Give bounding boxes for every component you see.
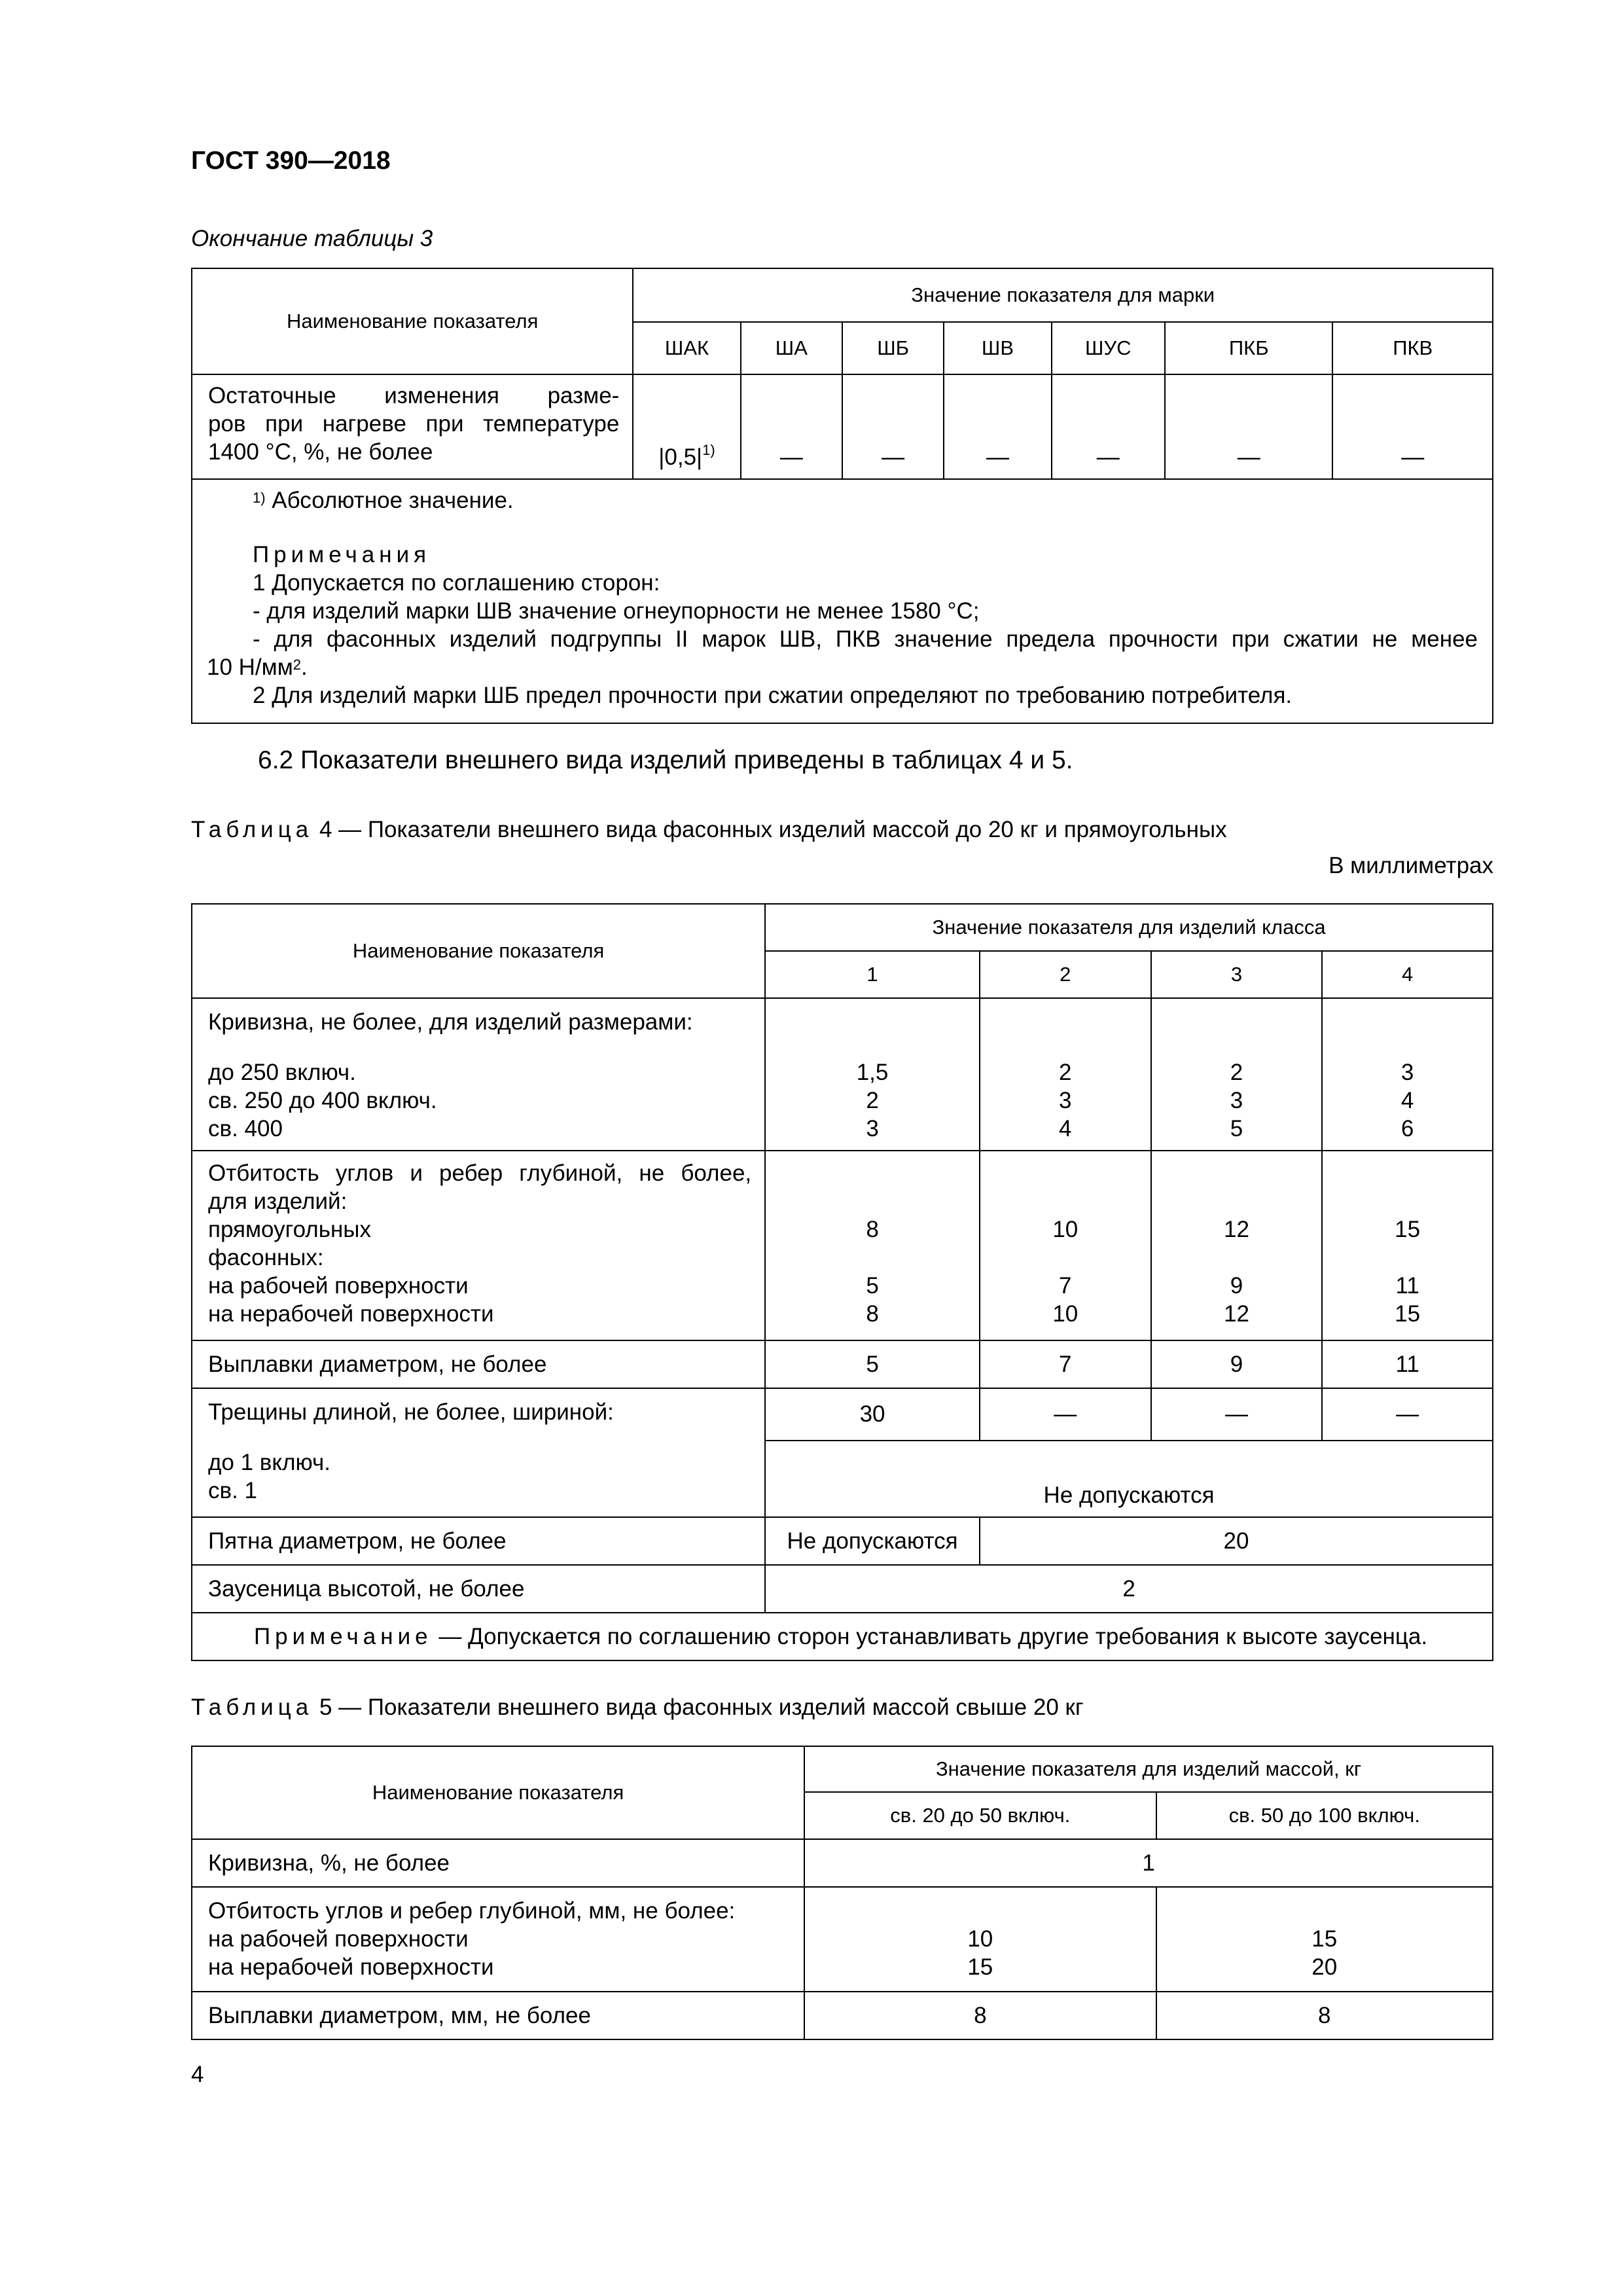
table3-row-label-line: ров при нагреве при температуре bbox=[208, 411, 620, 437]
value: 10 bbox=[1052, 1217, 1079, 1242]
table5-caption-prefix: Таблица bbox=[191, 1695, 313, 1720]
value: 3 bbox=[1059, 1088, 1072, 1113]
table5-col-name-header: Наименование показателя bbox=[192, 1746, 804, 1839]
table5-chipping-sub-label: на нерабочей поверхности bbox=[208, 1954, 494, 1980]
value: 8 bbox=[804, 1992, 1156, 2039]
cracks-label bbox=[192, 1388, 765, 1517]
document-header: ГОСТ 390—2018 bbox=[191, 147, 391, 175]
melts-label: Выплавки диаметром, не более bbox=[192, 1340, 765, 1388]
chipping-sub-label: прямоугольных bbox=[208, 1217, 371, 1242]
chipping-sub-label: на нерабочей поверхности bbox=[208, 1301, 494, 1327]
burr-label: Заусеница высотой, не более bbox=[192, 1565, 765, 1613]
cracks-width-label: св. 1 bbox=[208, 1478, 258, 1503]
table4-class-header: 3 bbox=[1151, 951, 1323, 998]
table3-value: — bbox=[1052, 374, 1165, 479]
table4-col-group-header: Значение показателя для изделий класса bbox=[765, 904, 1493, 951]
table3-value-footnote-mark: 1) bbox=[702, 442, 715, 458]
table4-caption-prefix: Таблица bbox=[191, 817, 313, 842]
note-line: - для фасонных изделий подгруппы II марок ШВ, ПКВ значение предела прочности при сжатии не менее bbox=[253, 626, 1478, 652]
chipping-values-class-1 bbox=[765, 1151, 980, 1340]
footnote-text: Абсолютное значение. bbox=[272, 488, 514, 513]
value: 7 bbox=[980, 1340, 1151, 1388]
chipping-title-line: для изделий: bbox=[208, 1189, 348, 1214]
note-line: - для изделий марки ШВ значение огнеупорности не менее 1580 °С; bbox=[253, 598, 980, 624]
note-unit-superscript: 2 bbox=[293, 656, 302, 673]
chipping-sub-label: фасонных: bbox=[208, 1245, 324, 1270]
table3-row-label-line: 1400 °С, %, не более bbox=[208, 439, 433, 465]
table5-caption-text: 5 — Показатели внешнего вида фасонных изделий массой свыше 20 кг bbox=[313, 1695, 1084, 1720]
spots-label: Пятна диаметром, не более bbox=[192, 1517, 765, 1565]
footnote-mark: 1) bbox=[253, 490, 266, 506]
value: — bbox=[1151, 1388, 1323, 1441]
table3-value: — bbox=[1332, 374, 1493, 479]
table3-row-label bbox=[192, 374, 633, 479]
table3-col-name-header: Наименование показателя bbox=[192, 268, 633, 374]
value: 9 bbox=[1151, 1340, 1323, 1388]
table3-footnote bbox=[207, 486, 1478, 514]
table3-value: — bbox=[842, 374, 944, 479]
table3-value: — bbox=[944, 374, 1051, 479]
chipping-label bbox=[192, 1151, 765, 1340]
notes-title: Примечания bbox=[253, 542, 431, 567]
chipping-sub-label: на рабочей поверхности bbox=[208, 1273, 469, 1299]
value: 15 bbox=[1395, 1217, 1421, 1242]
table5-chipping-values-col-2 bbox=[1156, 1887, 1493, 1992]
chipping-title-line: Отбитость углов и ребер глубиной, не более, bbox=[208, 1160, 752, 1186]
table4 bbox=[191, 903, 1493, 1661]
value: 20 bbox=[980, 1517, 1493, 1565]
table3-grade-header: ПКВ bbox=[1332, 322, 1493, 374]
value: — bbox=[1322, 1388, 1493, 1441]
table5-chipping-title: Отбитость углов и ребер глубиной, мм, не более: bbox=[208, 1898, 736, 1924]
value: 15 bbox=[967, 1954, 993, 1980]
table3-value: — bbox=[1165, 374, 1333, 479]
table5-chipping-values-col-1 bbox=[804, 1887, 1156, 1992]
cracks-width-label: до 1 включ. bbox=[208, 1450, 330, 1475]
value: 7 bbox=[1059, 1273, 1072, 1299]
table5-mass-header: св. 20 до 50 включ. bbox=[804, 1792, 1156, 1839]
table3-caption: Окончание таблицы 3 bbox=[191, 226, 433, 251]
table3-row-label-line: Остаточные изменения разме- bbox=[208, 383, 620, 408]
value: 3 bbox=[1230, 1088, 1243, 1113]
table3-grade-header: ШАК bbox=[633, 322, 740, 374]
table4-note bbox=[192, 1613, 1493, 1660]
value: 11 bbox=[1395, 1273, 1419, 1299]
table4-note-text: — Допускается по соглашению сторон устанавливать другие требования к высоте заусенца. bbox=[432, 1623, 1428, 1649]
value: 8 bbox=[866, 1301, 879, 1327]
curvature-title: Кривизна, не более, для изделий размерами: bbox=[208, 1009, 693, 1035]
curvature-size-label: св. 400 bbox=[208, 1116, 283, 1141]
chipping-values-class-3 bbox=[1151, 1151, 1323, 1340]
value: 5 bbox=[866, 1273, 879, 1299]
cracks-not-allowed: Не допускаются bbox=[765, 1441, 1493, 1517]
value: 4 bbox=[1400, 1088, 1414, 1113]
value: 20 bbox=[1311, 1954, 1338, 1980]
curvature-values-class-2 bbox=[980, 998, 1151, 1151]
table5-chipping-label bbox=[192, 1887, 804, 1992]
note-line bbox=[207, 653, 1478, 681]
value: 8 bbox=[1156, 1992, 1493, 2039]
table3-grade-header: ПКБ bbox=[1165, 322, 1333, 374]
value: 2 bbox=[866, 1088, 879, 1113]
value: 4 bbox=[1059, 1116, 1072, 1141]
table4-class-header: 2 bbox=[980, 951, 1151, 998]
value: 8 bbox=[866, 1217, 879, 1242]
value: 11 bbox=[1322, 1340, 1493, 1388]
note-unit-text: 10 Н/мм bbox=[207, 655, 293, 680]
value: 9 bbox=[1230, 1273, 1243, 1299]
note-line: 1 Допускается по соглашению сторон: bbox=[253, 570, 660, 596]
spots-not-allowed: Не допускаются bbox=[765, 1517, 980, 1565]
value: 15 bbox=[1395, 1301, 1421, 1327]
paragraph-6-2: 6.2 Показатели внешнего вида изделий приведены в таблицах 4 и 5. bbox=[258, 746, 1073, 774]
value: 10 bbox=[1052, 1301, 1079, 1327]
table3-grade-header: ШВ bbox=[944, 322, 1051, 374]
chipping-values-class-4 bbox=[1322, 1151, 1493, 1340]
page-number: 4 bbox=[191, 2062, 204, 2087]
value: 3 bbox=[1400, 1060, 1414, 1085]
table3-grade-header: ШБ bbox=[842, 322, 944, 374]
value: 1,5 bbox=[856, 1060, 889, 1085]
table5-curvature-label: Кривизна, %, не более bbox=[192, 1839, 804, 1887]
value: 5 bbox=[765, 1340, 980, 1388]
value: 2 bbox=[765, 1565, 1493, 1613]
table5-mass-header: св. 50 до 100 включ. bbox=[1156, 1792, 1493, 1839]
table3-grade-header: ШУС bbox=[1052, 322, 1165, 374]
table5-melts-label: Выплавки диаметром, мм, не более bbox=[192, 1992, 804, 2039]
table3-value: — bbox=[741, 374, 842, 479]
value: 30 bbox=[765, 1388, 980, 1441]
table3-value bbox=[633, 374, 740, 479]
value: 15 bbox=[1311, 1926, 1338, 1952]
value: 2 bbox=[1059, 1060, 1072, 1085]
table4-class-header: 1 bbox=[765, 951, 980, 998]
curvature-label bbox=[192, 998, 765, 1151]
value: 12 bbox=[1223, 1217, 1249, 1242]
table3-col-group-header: Значение показателя для марки bbox=[633, 268, 1493, 322]
table4-class-header: 4 bbox=[1322, 951, 1493, 998]
note-line: 2 Для изделий марки ШБ предел прочности при сжатии определяют по требованию потребителя. bbox=[253, 683, 1293, 708]
table5 bbox=[191, 1746, 1493, 2040]
curvature-values-class-3 bbox=[1151, 998, 1323, 1151]
value: 1 bbox=[804, 1839, 1493, 1887]
curvature-size-label: до 250 включ. bbox=[208, 1060, 356, 1085]
value: 3 bbox=[866, 1116, 879, 1141]
curvature-size-label: св. 250 до 400 включ. bbox=[208, 1088, 437, 1113]
table3 bbox=[191, 268, 1493, 724]
value: 2 bbox=[1230, 1060, 1243, 1085]
table4-units: В миллиметрах bbox=[1329, 853, 1493, 878]
curvature-values-class-1 bbox=[765, 998, 980, 1151]
value: — bbox=[980, 1388, 1151, 1441]
table5-caption bbox=[191, 1695, 1084, 1721]
table3-grade-header: ША bbox=[741, 322, 842, 374]
value: 12 bbox=[1223, 1301, 1249, 1327]
table5-chipping-sub-label: на рабочей поверхности bbox=[208, 1926, 469, 1952]
table4-caption-text: 4 — Показатели внешнего вида фасонных изделий массой до 20 кг и прямоугольных bbox=[313, 817, 1227, 842]
value: 10 bbox=[967, 1926, 993, 1952]
table4-caption bbox=[191, 817, 1227, 843]
value: 5 bbox=[1230, 1116, 1243, 1141]
cracks-title: Трещины длиной, не более, шириной: bbox=[208, 1399, 614, 1425]
table4-col-name-header: Наименование показателя bbox=[192, 904, 765, 998]
curvature-values-class-4 bbox=[1322, 998, 1493, 1151]
table3-notes bbox=[192, 479, 1493, 723]
note-unit-end: . bbox=[301, 655, 308, 680]
table3-value-text: |0,5| bbox=[658, 444, 703, 470]
value: 6 bbox=[1400, 1116, 1414, 1141]
table5-col-group-header: Значение показателя для изделий массой, кг bbox=[804, 1746, 1493, 1792]
chipping-values-class-2 bbox=[980, 1151, 1151, 1340]
table4-note-title: Примечание bbox=[254, 1623, 433, 1649]
